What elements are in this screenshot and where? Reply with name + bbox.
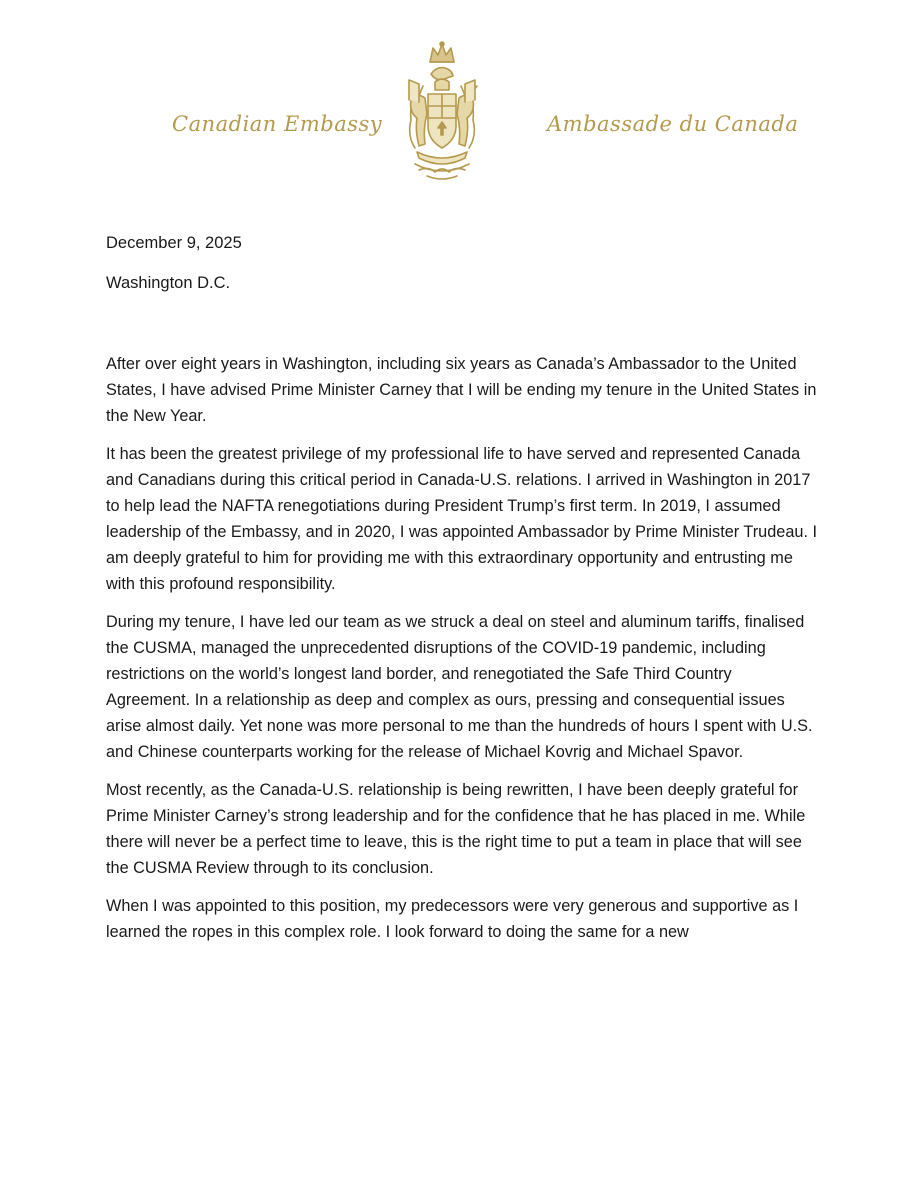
paragraph: After over eight years in Washington, including six years as Canada’s Ambassador to the United States, I have advised Prime Minister Carney that I will be ending my tenure in the United States in the New Year. [106,355,817,425]
paragraph: During my tenure, I have led our team as we struck a deal on steel and aluminum tariffs, finalised the CUSMA, managed the unprecedented disruptions of the COVID-19 pandemic, including restrictions on the world’s longest land border, and renegotiated the Safe Third Country Agreement. In a relationship as deep and complex as ours, pressing and consequential issues arise almost daily. Yet none was more personal to me than the hundreds of hours I spent with U.S. and Chinese counterparts working for the release of Michael Kovrig and Michael Spavor. [106,613,813,761]
letter-location: Washington D.C. [106,274,231,292]
letter-date: December 9, 2025 [106,234,242,252]
paragraph: Most recently, as the Canada-U.S. relationship is being rewritten, I have been deeply grateful for Prime Minister Carney’s strong leadership and for the confidence that he has placed in me. While there will never be a perfect time to leave, this is the right time to put a team in place that will see the CUSMA Review through to its conclusion. [106,781,806,877]
letterhead [0,0,921,200]
paragraph: When I was appointed to this position, my predecessors were very generous and supportive as I learned the ropes in this complex role. I look forward to doing the same for a new [106,897,799,941]
letterhead-english: Canadian Embassy [172,112,383,136]
letterhead-french: Ambassade du Canada [547,112,799,136]
paragraph: It has been the greatest privilege of my professional life to have served and represented Canada and Canadians during this critical period in Canada-U.S. relations. I arrived in Washington in 2017 to help lead the NAFTA renegotiations during President Trump’s first term. In 2019, I assumed leadership of the Embassy, and in 2020, I was appointed Ambassador by Prime Minister Trudeau. I am deeply grateful to him for providing me with this extraordinary opportunity and entrusting me with this profound responsibility. [106,445,818,593]
canada-coat-of-arms-icon [397,40,487,185]
letter-body [106,351,818,957]
